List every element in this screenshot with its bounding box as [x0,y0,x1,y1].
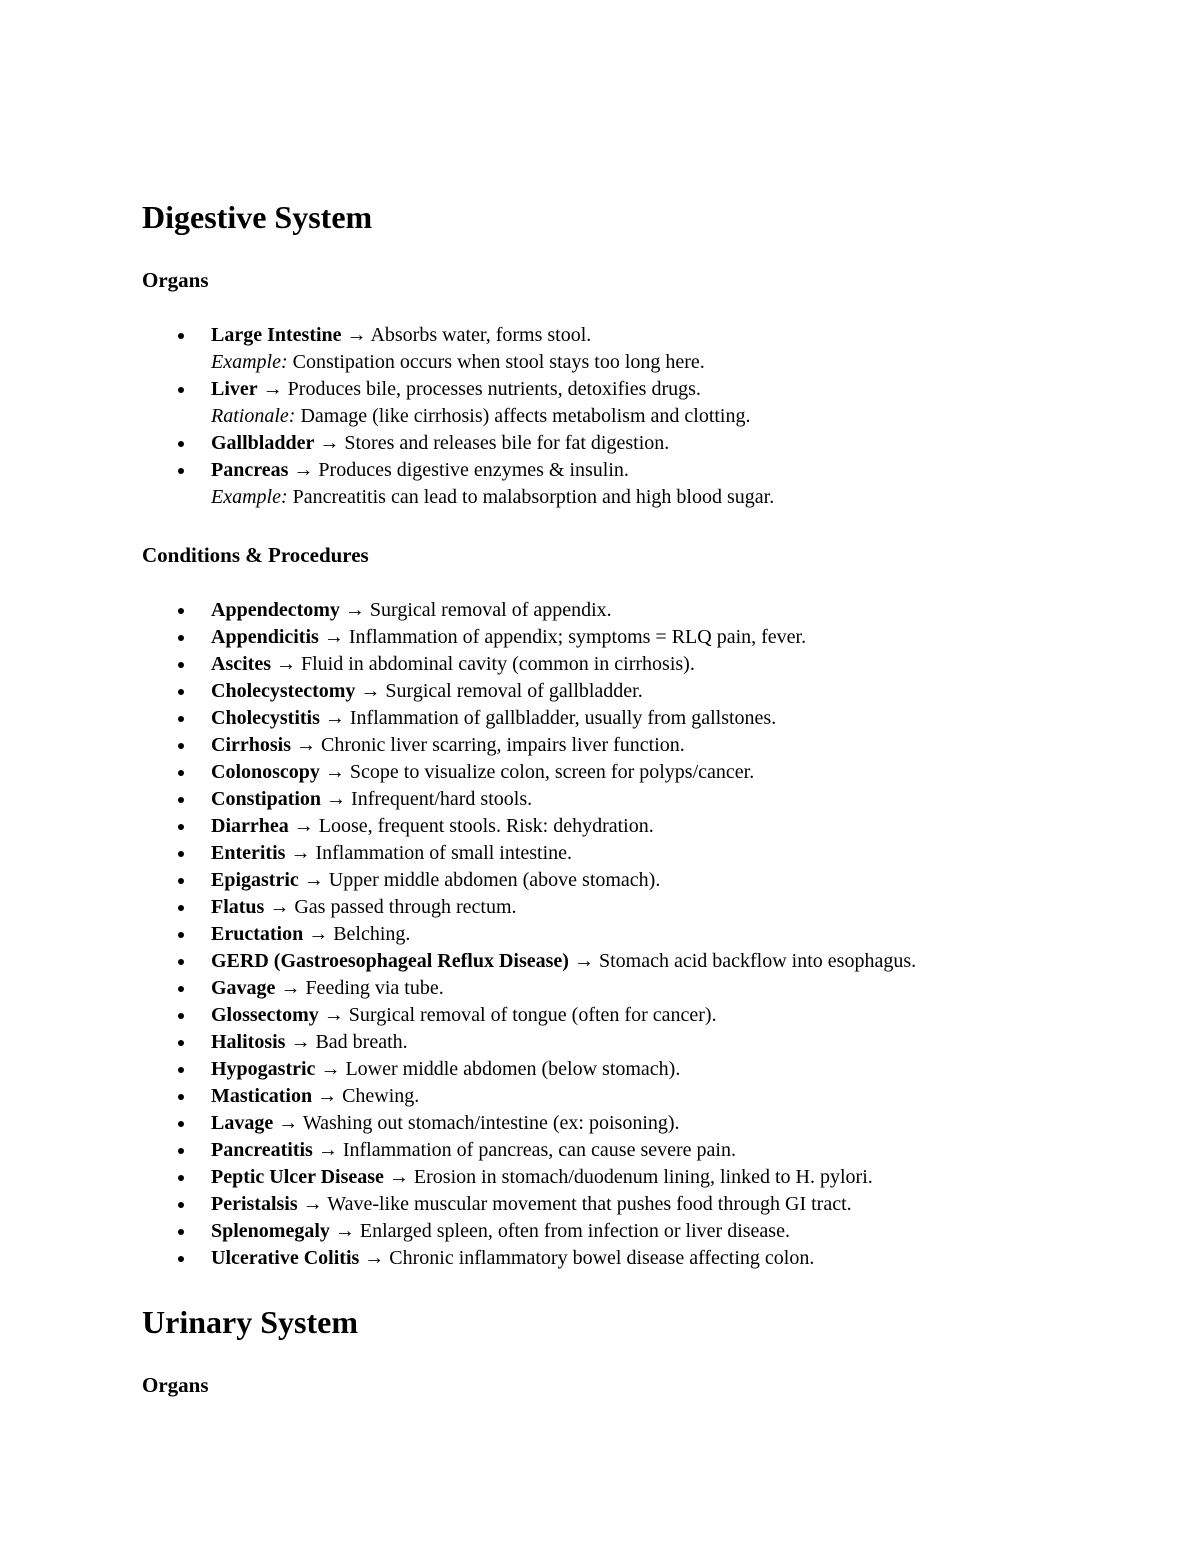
list-item: Pancreas → Produces digestive enzymes & insulin. Example: Pancreatitis can lead to malabsorption and high blood sugar. [0,457,1100,511]
list-item: Halitosis → Bad breath. [0,1029,1100,1056]
digestive-organs-list [0,322,1100,511]
bullet-icon [178,743,184,749]
list-item: Cholecystitis → Inflammation of gallbladder, usually from gallstones. [0,705,1100,732]
urinary-system-heading: Urinary System [142,1304,358,1340]
list-item: GERD (Gastroesophageal Reflux Disease) → Stomach acid backflow into esophagus. [0,948,1100,975]
bullet-icon [178,662,184,668]
list-item: Liver → Produces bile, processes nutrients, detoxifies drugs. Rationale: Damage (like cirrhosis) affects metabolism and clotting. [0,376,1100,430]
bullet-icon [178,608,184,614]
list-item: Appendicitis → Inflammation of appendix; symptoms = RLQ pain, fever. [0,624,1100,651]
bullet-icon [178,905,184,911]
bullet-icon [178,878,184,884]
list-item: Mastication → Chewing. [0,1083,1100,1110]
list-item: Pancreatitis → Inflammation of pancreas, can cause severe pain. [0,1137,1100,1164]
bullet-icon [178,824,184,830]
bullet-icon [178,1121,184,1127]
conditions-procedures-heading: Conditions & Procedures [142,543,369,567]
bullet-icon [178,959,184,965]
list-item: Hypogastric → Lower middle abdomen (below stomach). [0,1056,1100,1083]
list-item: Ascites → Fluid in abdominal cavity (common in cirrhosis). [0,651,1100,678]
conditions-list [0,597,1100,1272]
list-item: Cirrhosis → Chronic liver scarring, impairs liver function. [0,732,1100,759]
bullet-icon [178,387,184,393]
list-item: Gavage → Feeding via tube. [0,975,1100,1002]
list-item: Cholecystectomy → Surgical removal of gallbladder. [0,678,1100,705]
list-item: Colonoscopy → Scope to visualize colon, screen for polyps/cancer. [0,759,1100,786]
list-item: Ulcerative Colitis → Chronic inflammatory bowel disease affecting colon. [0,1245,1100,1272]
digestive-organs-heading: Organs [142,268,209,292]
list-item: Eructation → Belching. [0,921,1100,948]
bullet-icon [178,1175,184,1181]
bullet-icon [178,797,184,803]
bullet-icon [178,1256,184,1262]
bullet-icon [178,770,184,776]
list-item: Appendectomy → Surgical removal of appendix. [0,597,1100,624]
bullet-icon [178,441,184,447]
bullet-icon [178,1148,184,1154]
bullet-icon [178,1013,184,1019]
bullet-icon [178,851,184,857]
list-item: Epigastric → Upper middle abdomen (above stomach). [0,867,1100,894]
list-item: Enteritis → Inflammation of small intestine. [0,840,1100,867]
bullet-icon [178,1094,184,1100]
list-item: Large Intestine → Absorbs water, forms stool. Example: Constipation occurs when stool stays too long here. [0,322,1100,376]
bullet-icon [178,689,184,695]
list-item: Constipation → Infrequent/hard stools. [0,786,1100,813]
bullet-icon [178,986,184,992]
bullet-icon [178,468,184,474]
digestive-system-heading: Digestive System [142,199,373,235]
list-item: Gallbladder → Stores and releases bile for fat digestion. [0,430,1100,457]
bullet-icon [178,333,184,339]
list-item: Diarrhea → Loose, frequent stools. Risk: dehydration. [0,813,1100,840]
bullet-icon [178,932,184,938]
list-item: Splenomegaly → Enlarged spleen, often from infection or liver disease. [0,1218,1100,1245]
bullet-icon [178,1040,184,1046]
bullet-icon [178,716,184,722]
list-item: Glossectomy → Surgical removal of tongue (often for cancer). [0,1002,1100,1029]
list-item: Peristalsis → Wave-like muscular movement that pushes food through GI tract. [0,1191,1100,1218]
bullet-icon [178,1229,184,1235]
list-item: Peptic Ulcer Disease → Erosion in stomach/duodenum lining, linked to H. pylori. [0,1164,1100,1191]
list-item: Lavage → Washing out stomach/intestine (ex: poisoning). [0,1110,1100,1137]
bullet-icon [178,635,184,641]
urinary-organs-heading: Organs [142,1373,209,1397]
bullet-icon [178,1202,184,1208]
list-item: Flatus → Gas passed through rectum. [0,894,1100,921]
bullet-icon [178,1067,184,1073]
